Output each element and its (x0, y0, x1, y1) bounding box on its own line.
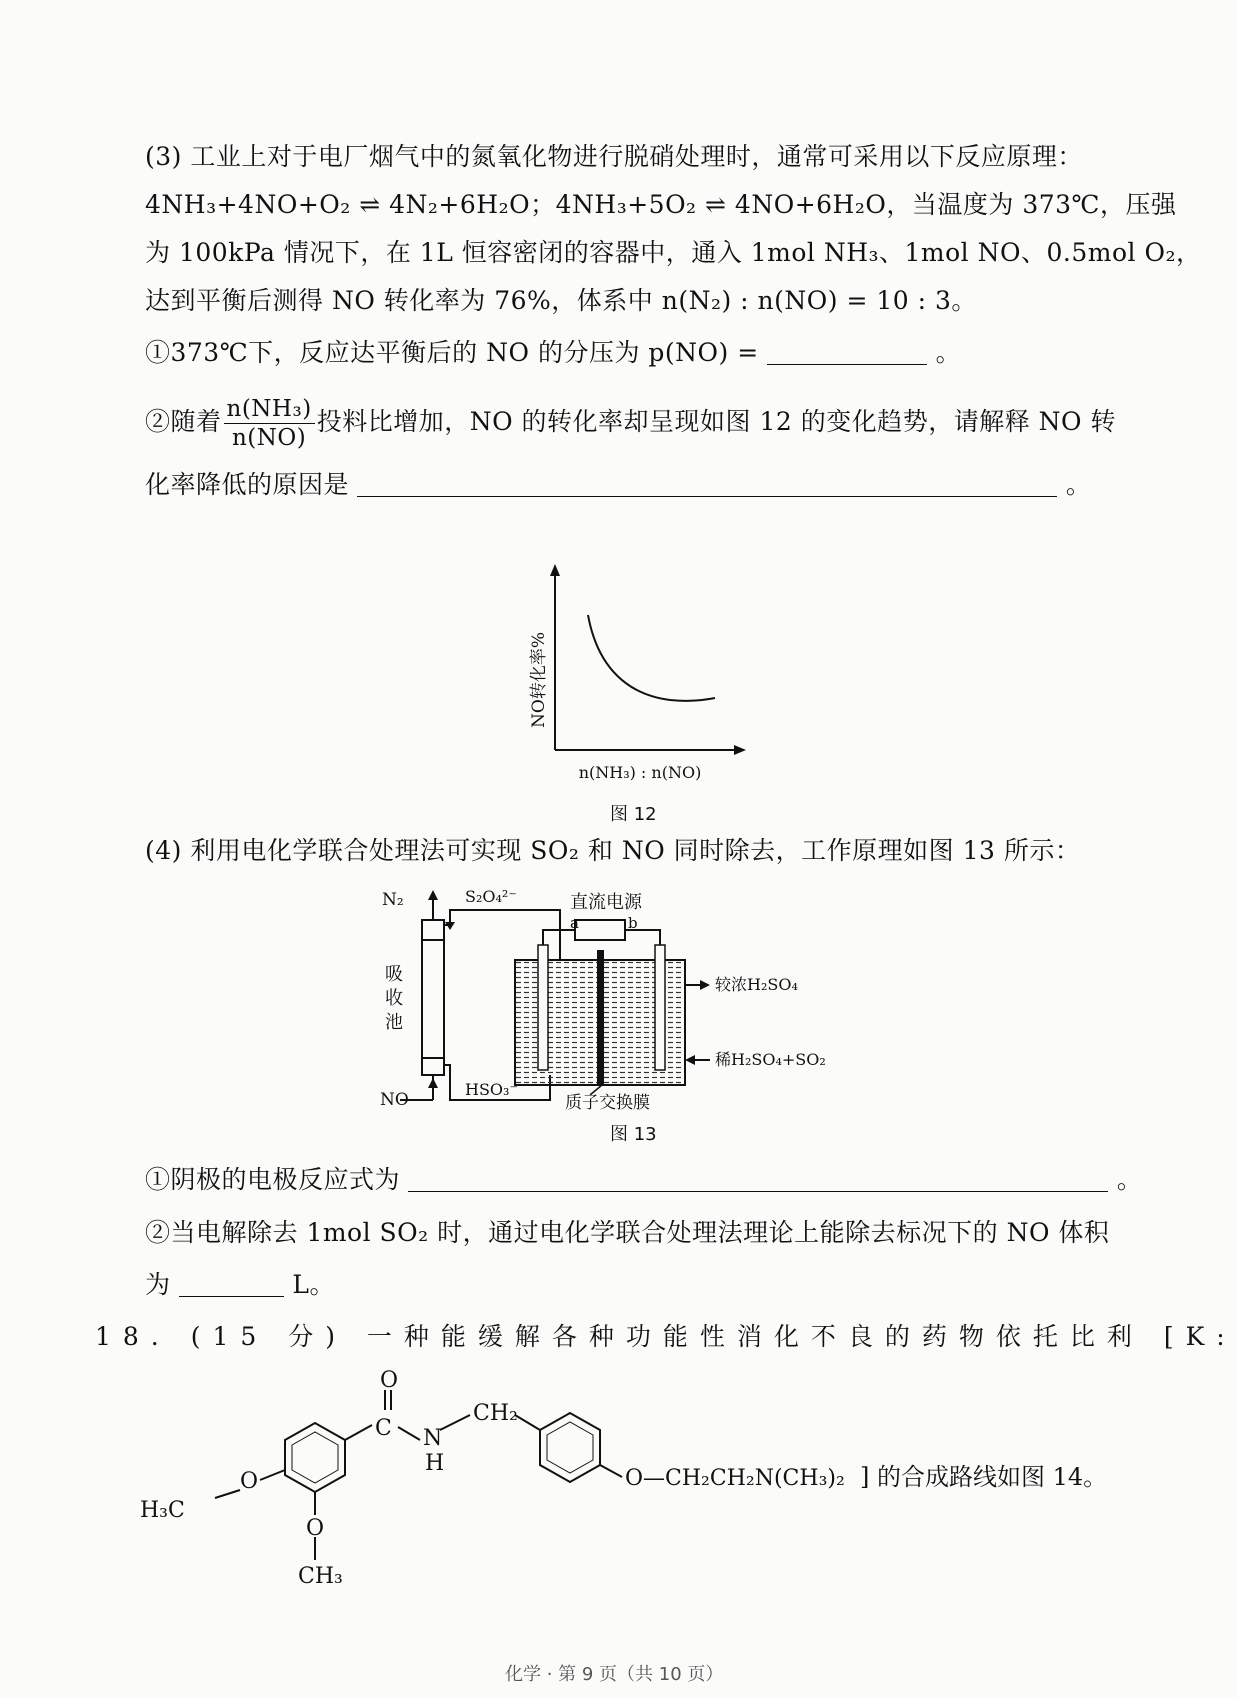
figure-12-graph (520, 560, 760, 790)
figure-13-diagram (380, 880, 920, 1113)
q4-sub-1-text: ①阴极的电极反应式为 (145, 1165, 401, 1194)
feed-ratio-fraction (224, 395, 315, 452)
group-ether-chain: O—CH₂CH₂N(CH₃)₂ (625, 1466, 845, 1491)
fig12-xlabel: n(NH₃) : n(NO) (578, 763, 702, 782)
page-footer: 化学 · 第 9 页（共 10 页） (505, 1664, 724, 1685)
benzene-ring-right (540, 1413, 600, 1482)
fig12-caption: 图 12 (610, 804, 657, 825)
label-hso3: HSO₃⁻ (465, 1080, 518, 1099)
q3-sub-1 (145, 338, 961, 368)
q4-sub-2b-pre: 为 (145, 1270, 171, 1299)
label-membrane: 质子交换膜 (565, 1093, 650, 1113)
atom-o-carbonyl: O (380, 1368, 399, 1393)
conversion-curve (588, 615, 715, 701)
atom-o-left: O (240, 1469, 259, 1494)
label-absorb-2: 收 (385, 988, 403, 1009)
q4-line-1: (4) 利用电化学联合处理法可实现 SO₂ 和 NO 同时除去，工作原理如图 13 所示： (145, 836, 1081, 865)
q3-line-2: 4NH₃+4NO+O₂ ⇌ 4N₂+6H₂O；4NH₃+5O₂ ⇌ 4NO+6H₂O，当温度为 373℃，压强 (145, 190, 1177, 219)
label-concentrated-h2so4: 较浓H₂SO₄ (715, 975, 798, 994)
label-n2: N₂ (382, 890, 404, 910)
label-a: a (570, 914, 579, 932)
atom-h: H (425, 1451, 445, 1476)
q4-sub-2: ②当电解除去 1mol SO₂ 时，通过电化学联合处理法理论上能除去标况下的 NO 体积 (145, 1218, 1110, 1247)
label-power: 直流电源 (570, 892, 642, 913)
dc-power-source (575, 920, 625, 940)
label-absorb-1: 吸 (385, 964, 403, 985)
electrode-b (655, 945, 665, 1070)
q3-line-4: 达到平衡后测得 NO 转化率为 76%，体系中 n(N₂) : n(NO) = 10 : 3。 (145, 286, 977, 315)
atom-c: C (375, 1416, 392, 1441)
fig13-caption: 图 13 (610, 1124, 657, 1145)
y-axis-arrow (550, 564, 560, 576)
atom-n: N (423, 1426, 443, 1451)
q3-sub-2b (145, 470, 1091, 500)
group-h3c: H₃C (140, 1498, 185, 1523)
q18-tail-text: ] 的合成路线如图 14。 (860, 1463, 1108, 1491)
fraction-numerator: n(NH₃) (224, 395, 315, 424)
q4-sub-2b-post: L。 (292, 1270, 336, 1299)
q3-sub-2-pre: ②随着 (145, 407, 222, 436)
q3-sub-2-post: 投料比增加，NO 的转化率却呈现如图 12 的变化趋势，请解释 NO 转 (316, 407, 1116, 436)
answer-blank-pno[interactable] (767, 342, 927, 365)
label-b: b (628, 914, 638, 932)
atom-o-bottom: O (306, 1516, 325, 1541)
label-s2o4: S₂O₄²⁻ (465, 887, 517, 906)
q4-sub-2b (145, 1270, 335, 1300)
answer-blank-cathode[interactable] (408, 1169, 1108, 1192)
q3-sub-1-text: ①373℃下，反应达平衡后的 NO 的分压为 p(NO) = (145, 338, 759, 367)
proton-exchange-membrane (597, 950, 604, 1085)
benzene-ring-left (285, 1423, 345, 1492)
label-absorb-3: 池 (385, 1012, 403, 1033)
q4-sub-1-end: 。 (1116, 1165, 1143, 1194)
group-ch3: CH₃ (298, 1564, 343, 1589)
fraction-denominator: n(NO) (231, 425, 307, 451)
itopride-structure (140, 1365, 1108, 1590)
q3-line-1: (3) 工业上对于电厂烟气中的氮氧化物进行脱硝处理时，通常可采用以下反应原理： (145, 142, 1083, 171)
q18-line-1: 18. (15 分) 一种能缓解各种功能性消化不良的药物依托比利 [K: (95, 1322, 1237, 1351)
answer-blank-no-volume[interactable] (179, 1274, 284, 1297)
q3-sub-1-end: 。 (935, 338, 962, 367)
q3-sub-2b-text: 化率降低的原因是 (145, 470, 350, 499)
absorber-column (422, 920, 444, 1075)
x-axis-arrow (734, 745, 746, 755)
answer-blank-reason[interactable] (357, 474, 1057, 497)
group-ch2: CH₂ (473, 1401, 518, 1426)
q3-sub-2 (145, 392, 1116, 452)
electrode-a (538, 945, 548, 1070)
label-no: NO (380, 1090, 409, 1110)
fig12-ylabel: NO转化率% (529, 632, 549, 728)
q3-sub-2b-end: 。 (1065, 470, 1092, 499)
label-dilute-h2so4-so2: 稀H₂SO₄+SO₂ (715, 1050, 826, 1069)
q3-line-3: 为 100kPa 情况下，在 1L 恒容密闭的容器中，通入 1mol NH₃、1mol NO、0.5mol O₂， (145, 238, 1202, 267)
q4-sub-1 (145, 1165, 1142, 1195)
